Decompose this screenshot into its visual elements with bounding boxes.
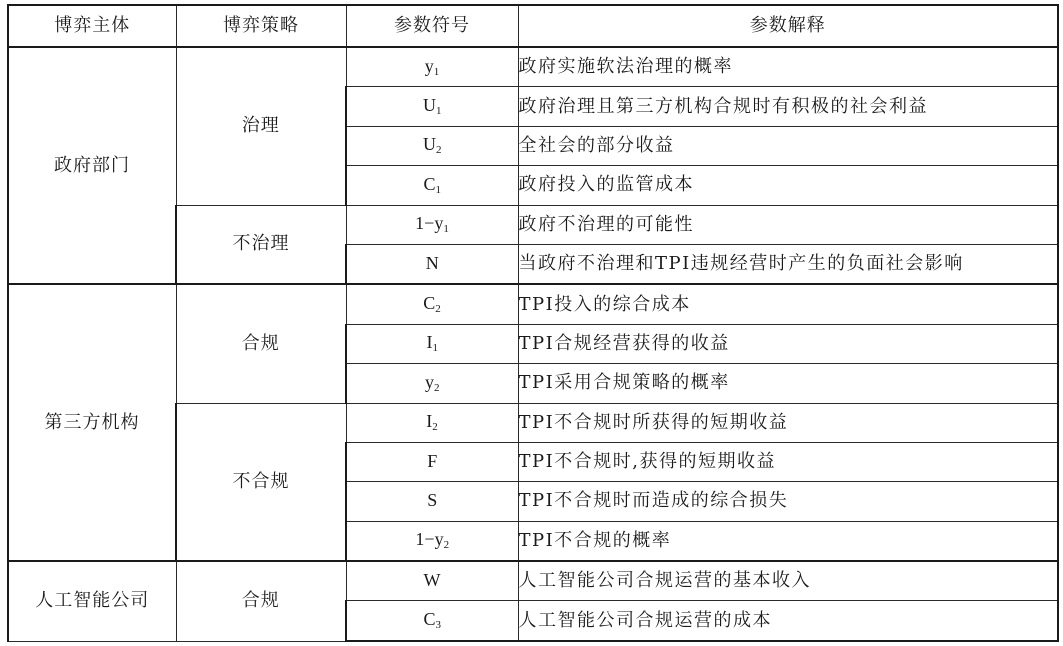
- header-strategy: 博弈策略: [176, 5, 346, 47]
- description-cell: 政府治理且第三方机构合规时有积极的社会利益: [518, 87, 1058, 126]
- symbol-sub: 1: [436, 105, 442, 118]
- symbol-cell: [346, 324, 518, 363]
- description-cell: 人工智能公司合规运营的基本收入: [518, 561, 1058, 601]
- table-row: [8, 47, 1058, 87]
- symbol-sub: 2: [434, 381, 440, 394]
- description-cell: 人工智能公司合规运营的成本: [518, 601, 1058, 641]
- description-cell: TPI合规经营获得的收益: [518, 324, 1058, 363]
- symbol-sub: 2: [435, 303, 441, 316]
- symbol-cell: [346, 442, 518, 481]
- symbol-sub: 1: [435, 183, 441, 196]
- symbol-cell: [346, 403, 518, 442]
- description-cell: TPI投入的综合成本: [518, 284, 1058, 324]
- symbol-sub: 2: [432, 421, 438, 434]
- strategy-cell: 合规: [176, 561, 346, 641]
- description-cell: TPI采用合规策略的概率: [518, 364, 1058, 403]
- table-row: [8, 561, 1058, 601]
- strategy-cell: 治理: [176, 47, 346, 205]
- symbol-sub: 1: [432, 342, 438, 355]
- strategy-cell: 不治理: [176, 205, 346, 284]
- description-cell: TPI不合规的概率: [518, 521, 1058, 561]
- header-description: 参数解释: [518, 5, 1058, 47]
- header-row: [8, 5, 1058, 47]
- header-subject: 博弈主体: [8, 5, 176, 47]
- symbol-base: F: [427, 450, 438, 471]
- symbol-cell: [346, 521, 518, 561]
- symbol-base: N: [425, 252, 439, 273]
- symbol-base: I: [426, 411, 433, 432]
- description-cell: 政府不治理的可能性: [518, 205, 1058, 244]
- symbol-sub: 1: [433, 65, 440, 78]
- symbol-base: U: [423, 95, 436, 116]
- subject-cell: 第三方机构: [8, 284, 176, 561]
- symbol-base: 1−y: [415, 529, 444, 550]
- symbol-cell: [346, 244, 518, 284]
- symbol-cell: [346, 482, 518, 521]
- symbol-cell: [346, 126, 518, 165]
- symbol-base: U: [423, 134, 436, 155]
- header-symbol: 参数符号: [346, 5, 518, 47]
- symbol-cell: [346, 284, 518, 324]
- description-cell: 政府投入的监管成本: [518, 166, 1058, 205]
- strategy-cell: 不合规: [176, 403, 346, 561]
- description-cell: TPI不合规时所获得的短期收益: [518, 403, 1058, 442]
- description-cell: TPI不合规时而造成的综合损失: [518, 482, 1058, 521]
- symbol-base: C: [423, 609, 436, 630]
- symbol-base: I: [426, 332, 433, 353]
- symbol-sub: 2: [436, 144, 442, 157]
- subject-cell: 人工智能公司: [8, 561, 176, 641]
- strategy-cell: 合规: [176, 284, 346, 403]
- symbol-cell: [346, 87, 518, 126]
- symbol-base: C: [423, 293, 436, 314]
- symbol-base: S: [427, 489, 438, 510]
- symbol-base: 1−y: [415, 213, 444, 234]
- symbol-cell: [346, 47, 518, 87]
- symbol-sub: 1: [443, 223, 449, 236]
- symbol-cell: [346, 166, 518, 205]
- subject-cell: 政府部门: [8, 47, 176, 284]
- symbol-sub: 3: [435, 619, 441, 632]
- symbol-base: C: [423, 173, 436, 194]
- table-row: [8, 284, 1058, 324]
- symbol-cell: [346, 601, 518, 641]
- symbol-cell: [346, 205, 518, 244]
- description-cell: 全社会的部分收益: [518, 126, 1058, 165]
- symbol-base: y: [425, 371, 434, 392]
- symbol-base: W: [423, 569, 441, 590]
- symbol-cell: [346, 364, 518, 403]
- symbol-base: y: [424, 55, 434, 76]
- symbol-cell: [346, 561, 518, 601]
- parameter-table: [7, 4, 1059, 642]
- description-cell: 政府实施软法治理的概率: [518, 47, 1058, 87]
- symbol-sub: 2: [443, 539, 450, 552]
- description-cell: 当政府不治理和TPI违规经营时产生的负面社会影响: [518, 244, 1058, 284]
- description-cell: TPI不合规时,获得的短期收益: [518, 442, 1058, 481]
